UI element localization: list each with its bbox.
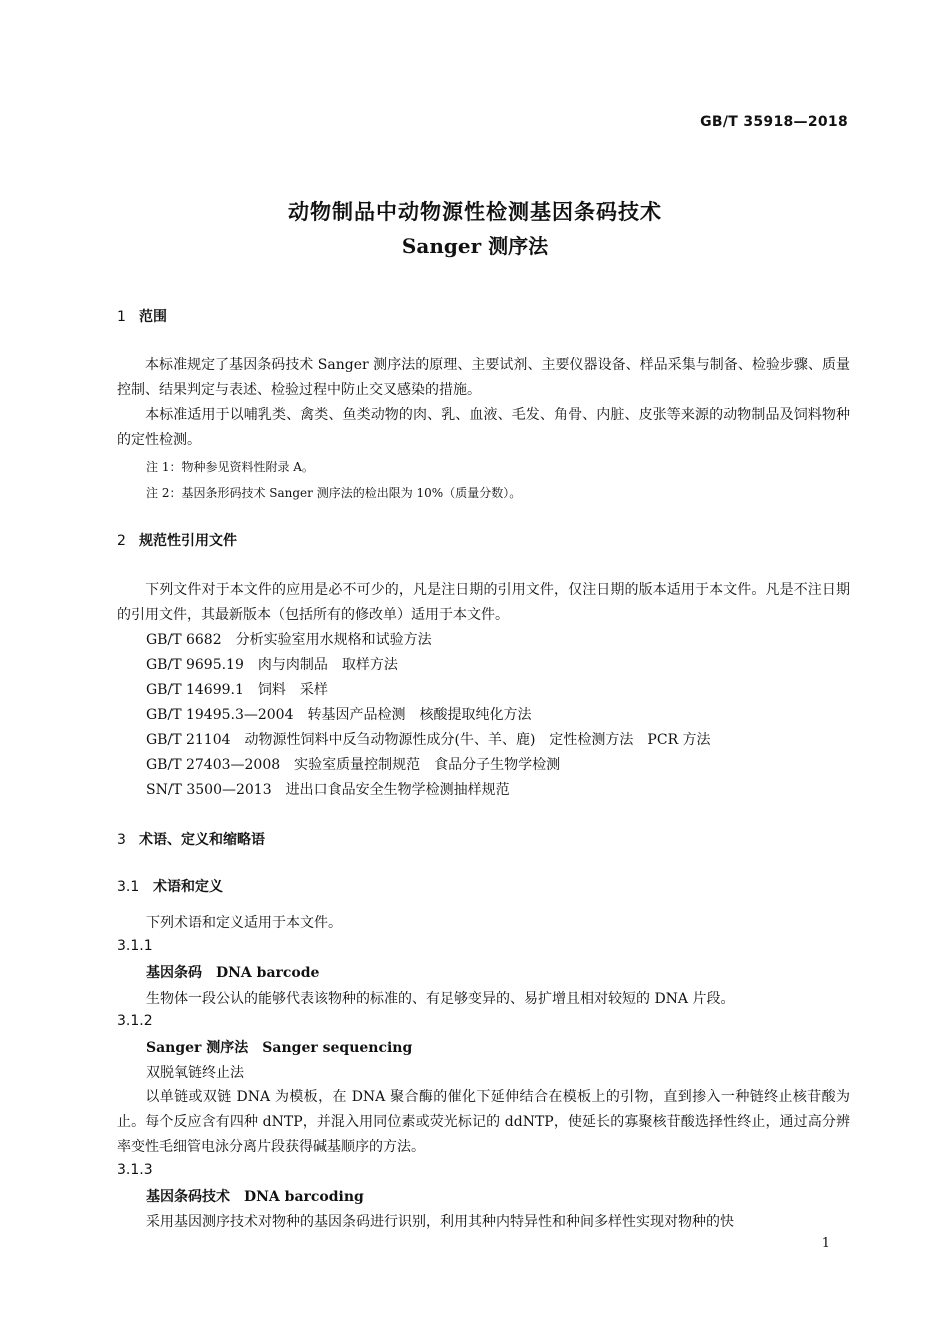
page-number: 1 [821,1236,830,1251]
term-definition: 生物体一段公认的能够代表该物种的标准的、有足够变异的、易扩增且相对较短的 DNA 片段。 [146,991,735,1007]
section-title: 范围 [139,309,167,325]
reference-item: GB/T 9695.19 肉与肉制品 取样方法 [146,657,398,673]
subsection-heading-terms-definitions [117,876,223,896]
section-number: 3 [117,832,126,848]
terms-intro: 下列术语和定义适用于本文件。 [146,915,342,931]
paragraph-scope-1 [117,353,850,403]
note-2: 注 2：基因条形码技术 Sanger 测序法的检出限为 10%（质量分数）。 [146,486,522,500]
section-number: 2 [117,533,126,549]
section-heading-terms [117,829,265,849]
term-number: 3.1.1 [117,938,153,954]
document-subtitle: Sanger 测序法 [401,234,549,258]
section-heading-scope [117,306,167,326]
term-name: Sanger 测序法 Sanger sequencing [146,1040,413,1056]
subsection-number: 3.1 [117,879,140,895]
paragraph-text: 以单链或双链 DNA 为模板，在 DNA 聚合酶的催化下延伸结合在模板上的引物，直到掺入一种链终止核苷酸为止。每个反应含有四种 dNTP，并混入用同位素或荧光标记的 ddNTP，使延长的寡聚核苷酸选择性终止，通过高分辨率变性毛细管电泳分离片段获得碱基顺序的方法。 [117,1089,850,1155]
paragraph-text: 本标准适用于以哺乳类、禽类、鱼类动物的肉、乳、血液、毛发、角骨、内脏、皮张等来源的动物制品及饲料物种的定性检测。 [117,407,850,448]
paragraph-text: 本标准规定了基因条码技术 Sanger 测序法的原理、主要试剂、主要仪器设备、样品采集与制备、检验步骤、质量控制、结果判定与表述、检验过程中防止交叉感染的措施。 [117,357,850,398]
term-number: 3.1.3 [117,1162,153,1178]
document-title: 动物制品中动物源性检测基因条码技术 [288,200,662,224]
note-1: 注 1：物种参见资料性附录 A。 [146,460,314,474]
term-definition: 采用基因测序技术对物种的基因条码进行识别，利用其种内特异性和种间多样性实现对物种的快 [146,1214,734,1230]
paragraph-text: 下列文件对于本文件的应用是必不可少的，凡是注日期的引用文件，仅注日期的版本适用于本文件。凡是不注日期的引用文件，其最新版本（包括所有的修改单）适用于本文件。 [117,582,850,623]
reference-item: GB/T 14699.1 饲料 采样 [146,682,328,698]
section-title: 规范性引用文件 [139,533,237,549]
term-definition [117,1085,850,1160]
reference-item: SN/T 3500—2013 进出口食品安全生物学检测抽样规范 [146,782,510,798]
reference-item: GB/T 19495.3—2004 转基因产品检测 核酸提取纯化方法 [146,707,532,723]
section-number: 1 [117,309,126,325]
paragraph-references-intro [117,578,850,628]
reference-item: GB/T 6682 分析实验室用水规格和试验方法 [146,632,432,648]
reference-item: GB/T 21104 动物源性饲料中反刍动物源性成分(牛、羊、鹿) 定性检测方法 PCR 方法 [146,732,711,748]
document-code: GB/T 35918—2018 [700,114,848,130]
paragraph-scope-2 [117,403,850,453]
term-number: 3.1.2 [117,1013,153,1029]
term-name: 基因条码 DNA barcode [146,965,320,981]
section-heading-normative-references [117,530,237,550]
subsection-title: 术语和定义 [153,879,223,895]
term-alternative-name: 双脱氧链终止法 [146,1065,244,1081]
section-title: 术语、定义和缩略语 [139,832,265,848]
term-name: 基因条码技术 DNA barcoding [146,1189,364,1205]
reference-item: GB/T 27403—2008 实验室质量控制规范 食品分子生物学检测 [146,757,561,773]
